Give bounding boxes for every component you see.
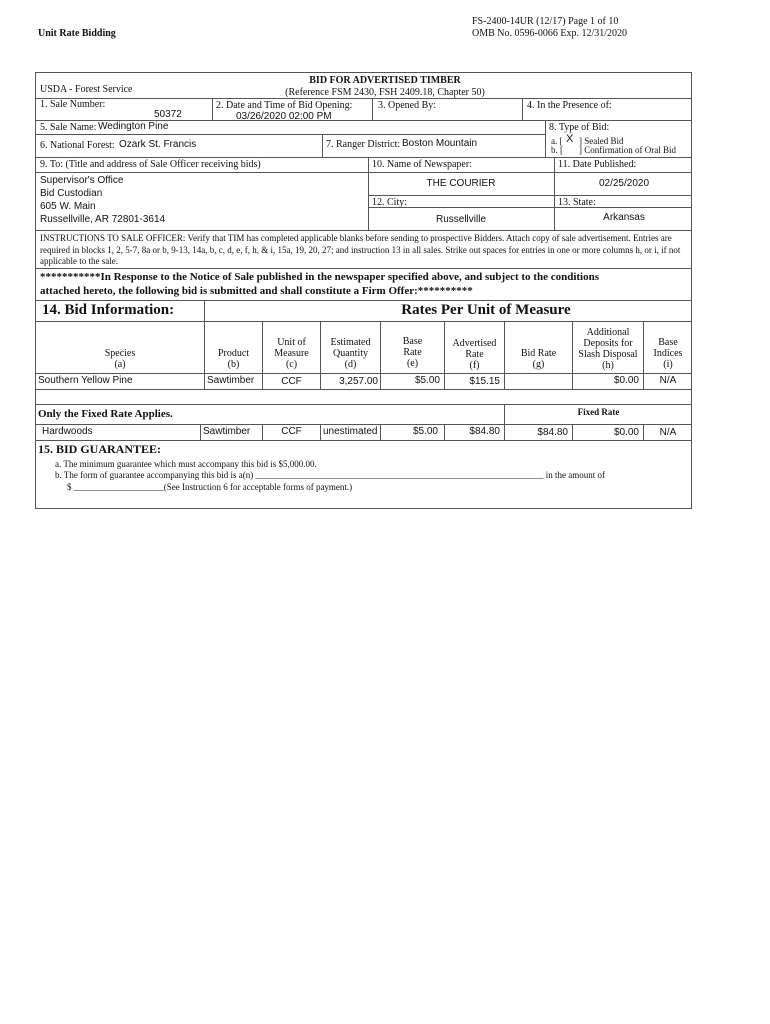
sealed-bid-label: ] Sealed Bid — [579, 136, 624, 146]
advertised-rate-cell: $15.15 — [469, 376, 500, 387]
quantity-cell: 3,257.00 — [339, 376, 378, 387]
form-number: FS-2400-14UR (12/17) Page 1 of 10 — [472, 16, 619, 27]
col-header-slash-disposal: Additional Deposits for Slash Disposal (h) — [578, 327, 638, 371]
fixed-unit-cell: CCF — [281, 426, 302, 437]
form-title: BID FOR ADVERTISED TIMBER — [309, 75, 461, 86]
sealed-bid-checkbox[interactable]: X — [566, 133, 574, 145]
sale-name-label: 5. Sale Name: — [40, 122, 97, 133]
ranger-district-value: Boston Mountain — [402, 138, 478, 149]
state-value: Arkansas — [603, 212, 645, 223]
bid-opening-value: 03/26/2020 02:00 PM — [236, 111, 332, 122]
instructions-text: INSTRUCTIONS TO SALE OFFICER: Verify that TIM has completed applicable blanks before sending to prospective Bidders. Attach copy of sale advertisement. Entries are required in blocks 1, 2, 5-7, 8a or b, 9-13, 14a, b, c, d, e, f, h, & i, 15a, 19, 20, 27; and instruction 13 in all sales. Strike out spaces for entries in one or more columns h, or i, if not applicable to the sale. — [40, 233, 681, 266]
opened-by-label: 3. Opened By: — [378, 100, 437, 111]
fixed-rate-label: Fixed Rate — [577, 407, 620, 417]
city-label: 12. City: — [372, 197, 408, 208]
address-line-3: 605 W. Main — [40, 201, 96, 212]
col-header-product: Product (b) — [217, 348, 250, 370]
rates-title: Rates Per Unit of Measure — [401, 302, 571, 318]
fixed-base-rate-cell: $5.00 — [412, 426, 438, 437]
date-published-label: 11. Date Published: — [558, 159, 637, 170]
unit-cell: CCF — [281, 376, 302, 387]
national-forest-label: 6. National Forest: — [40, 140, 115, 151]
bid-guarantee-title: 15. BID GUARANTEE: — [38, 442, 162, 456]
sealed-bid-prefix: a. [ — [551, 136, 563, 146]
firm-offer-line-2: attached hereto, the following bid is submitted and shall constitute a Firm Offer:********** — [40, 285, 473, 297]
col-header-base-indices: Base Indices (i) — [653, 337, 683, 370]
to-label: 9. To: (Title and address of Sale Officer receiving bids) — [40, 159, 261, 170]
address-line-2: Bid Custodian — [40, 188, 103, 199]
col-header-bid-rate: Bid Rate (g) — [520, 348, 557, 370]
address-line-4: Russellville, AR 72801-3614 — [40, 214, 166, 225]
col-header-unit-of-measure: Unit of Measure (c) — [274, 337, 309, 370]
base-indices-cell: N/A — [659, 375, 677, 386]
col-header-base-rate: Base Rate (e) — [402, 336, 423, 369]
sale-number-label: 1. Sale Number: — [40, 99, 106, 110]
ranger-district-label: 7. Ranger District: — [326, 139, 401, 150]
state-label: 13. State: — [558, 197, 596, 208]
bid-info-title: 14. Bid Information: — [42, 302, 175, 318]
guarantee-line-b[interactable]: b. The form of guarantee accompanying this bid is a(n) ________________________________________________________________ in the amount of — [55, 470, 606, 480]
fixed-quantity-cell: unestimated — [323, 426, 378, 437]
agency-name: USDA - Forest Service — [40, 84, 133, 95]
col-header-species: Species (a) — [104, 348, 136, 370]
col-header-estimated-quantity: Estimated Quantity (d) — [330, 337, 371, 370]
oral-bid-checkbox[interactable]: b. [ — [551, 145, 563, 155]
sale-name-value: Wedington Pine — [98, 121, 169, 132]
presence-label: 4. In the Presence of: — [527, 100, 612, 111]
document-title: Unit Rate Bidding — [38, 28, 116, 39]
newspaper-value: THE COURIER — [426, 178, 496, 189]
guarantee-line-c[interactable]: $ ____________________(See Instruction 6 for acceptable forms of payment.) — [67, 482, 353, 492]
base-rate-cell: $5.00 — [414, 375, 440, 386]
oral-bid-label: ] Confirmation of Oral Bid — [579, 145, 676, 155]
newspaper-label: 10. Name of Newspaper: — [372, 159, 472, 170]
guarantee-line-a: a. The minimum guarantee which must accompany this bid is $5,000.00. — [55, 459, 317, 469]
national-forest-value: Ozark St. Francis — [119, 139, 197, 150]
species-cell: Southern Yellow Pine — [38, 375, 133, 386]
fixed-product-cell: Sawtimber — [203, 426, 251, 437]
omb-number: OMB No. 0596-0066 Exp. 12/31/2020 — [472, 28, 627, 39]
slash-disposal-cell: $0.00 — [613, 375, 639, 386]
fixed-base-indices-cell: N/A — [659, 427, 677, 438]
fixed-slash-disposal-cell: $0.00 — [613, 427, 639, 438]
fixed-advertised-rate-cell: $84.80 — [469, 426, 500, 437]
col-header-advertised-rate: Advertised Rate (f) — [452, 338, 497, 371]
type-of-bid-label: 8. Type of Bid: — [549, 122, 610, 133]
date-published-value: 02/25/2020 — [598, 178, 650, 189]
bid-opening-label: 2. Date and Time of Bid Opening: — [216, 100, 353, 111]
sale-number-value: 50372 — [154, 109, 182, 120]
firm-offer-line-1: ***********In Response to the Notice of Sale published in the newspaper specified above, and subject to the conditions — [40, 271, 600, 283]
city-value: Russellville — [435, 214, 486, 225]
fixed-species-cell: Hardwoods — [42, 426, 93, 437]
address-line-1: Supervisor's Office — [40, 175, 124, 186]
form-reference: (Reference FSM 2430, FSH 2409.18, Chapter 50) — [285, 87, 485, 98]
product-cell: Sawtimber — [207, 375, 255, 386]
fixed-bid-rate-cell: $84.80 — [537, 427, 568, 438]
fixed-rate-title: Only the Fixed Rate Applies. — [38, 408, 173, 420]
